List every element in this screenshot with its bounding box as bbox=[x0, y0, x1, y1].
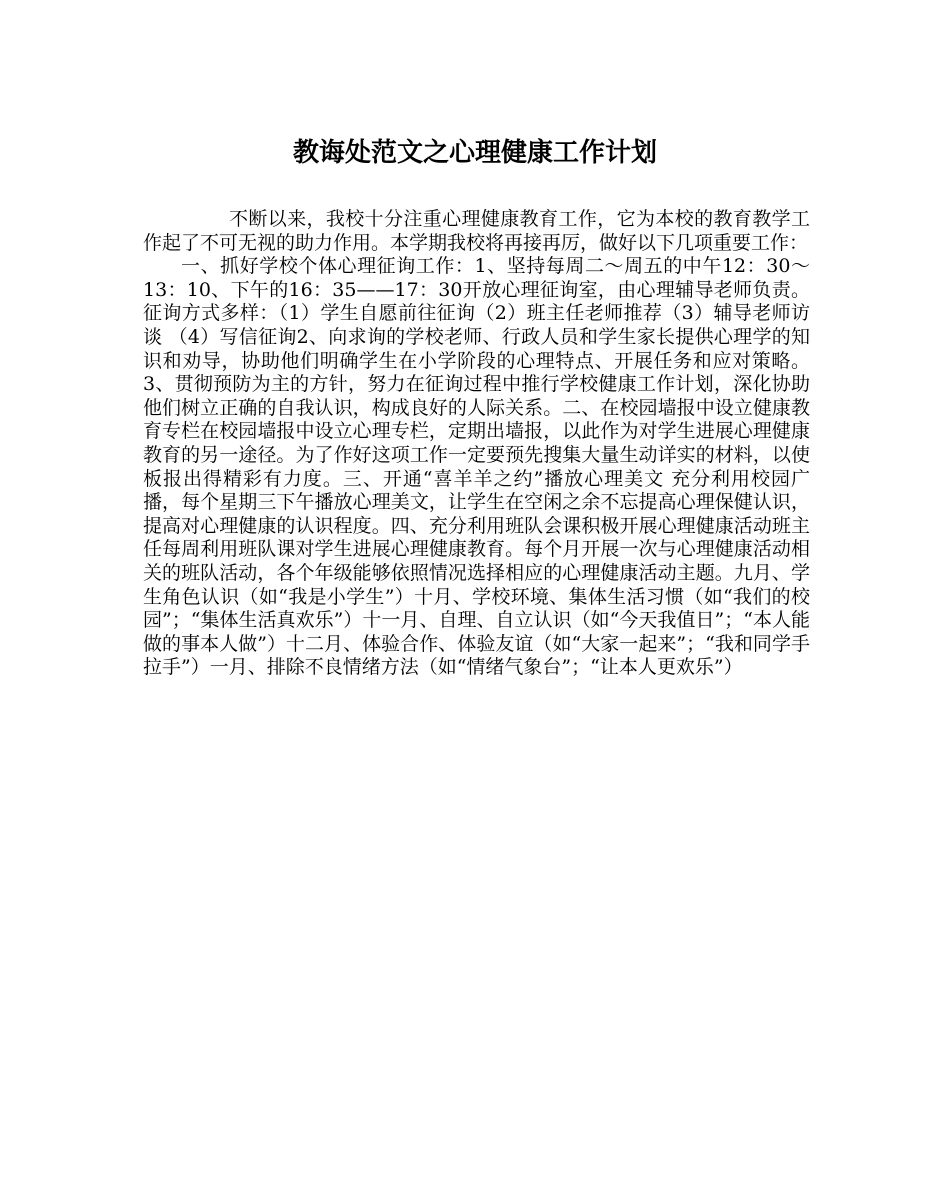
document-title: 教诲处范文之心理健康工作计划 bbox=[292, 138, 657, 168]
document-body bbox=[143, 208, 810, 680]
intro-paragraph: 不断以来，我校十分注重心理健康教育工作，它为本校的教育教学工作起了不可无视的助力作用。本学期我校将再接再厉，做好以下几项重要工作： bbox=[143, 208, 810, 254]
work-plan-paragraph: 一、抓好学校个体心理征询工作：1、坚持每周二～周五的中午12：30～13：10、下午的16：35——17：30开放心理征询室，由心理辅导老师负责。征询方式多样：（1）学生自愿前往征询（2）班主任老师推荐（3）辅导老师访谈 （4）写信征询2、向求询的学校老师、行政人员和学生家长提供心理学的知识和劝导，协助他们明确学生在小学阶段的心理特点、开展任务和应对策略。 3、贯彻预防为主的方针，努力在征询过程中推行学校健康工作计划，深化协助他们树立正确的自我认识，构成良好的人际关系。二、在校园墙报中设立健康教育专栏在校园墙报中设立心理专栏，定期出墙报，以此作为对学生进展心理健康教育的另一途径。为了作好这项工作一定要预先搜集大量生动详实的材料，以使板报出得精彩有力度。三、开通“喜羊羊之约”播放心理美文 充分利用校园广播，每个星期三下午播放心理美文，让学生在空闲之余不忘提高心理保健认识，提高对心理健康的认识程度。四、充分利用班队会课积极开展心理健康活动班主任每周利用班队课对学生进展心理健康教育。每个月开展一次与心理健康活动相关的班队活动，各个年级能够依照情况选择相应的心理健康活动主题。九月、学生角色认识（如“我是小学生”）十月、学校环境、集体生活习惯（如“我们的校园”；“集体生活真欢乐”）十一月、自理、自立认识（如“今天我值日”；“本人能做的事本人做”）十二月、体验合作、体验友谊（如“大家一起来”；“我和同学手拉手”）一月、排除不良情绪方法（如“情绪气象台”；“让本人更欢乐”） bbox=[143, 255, 810, 679]
